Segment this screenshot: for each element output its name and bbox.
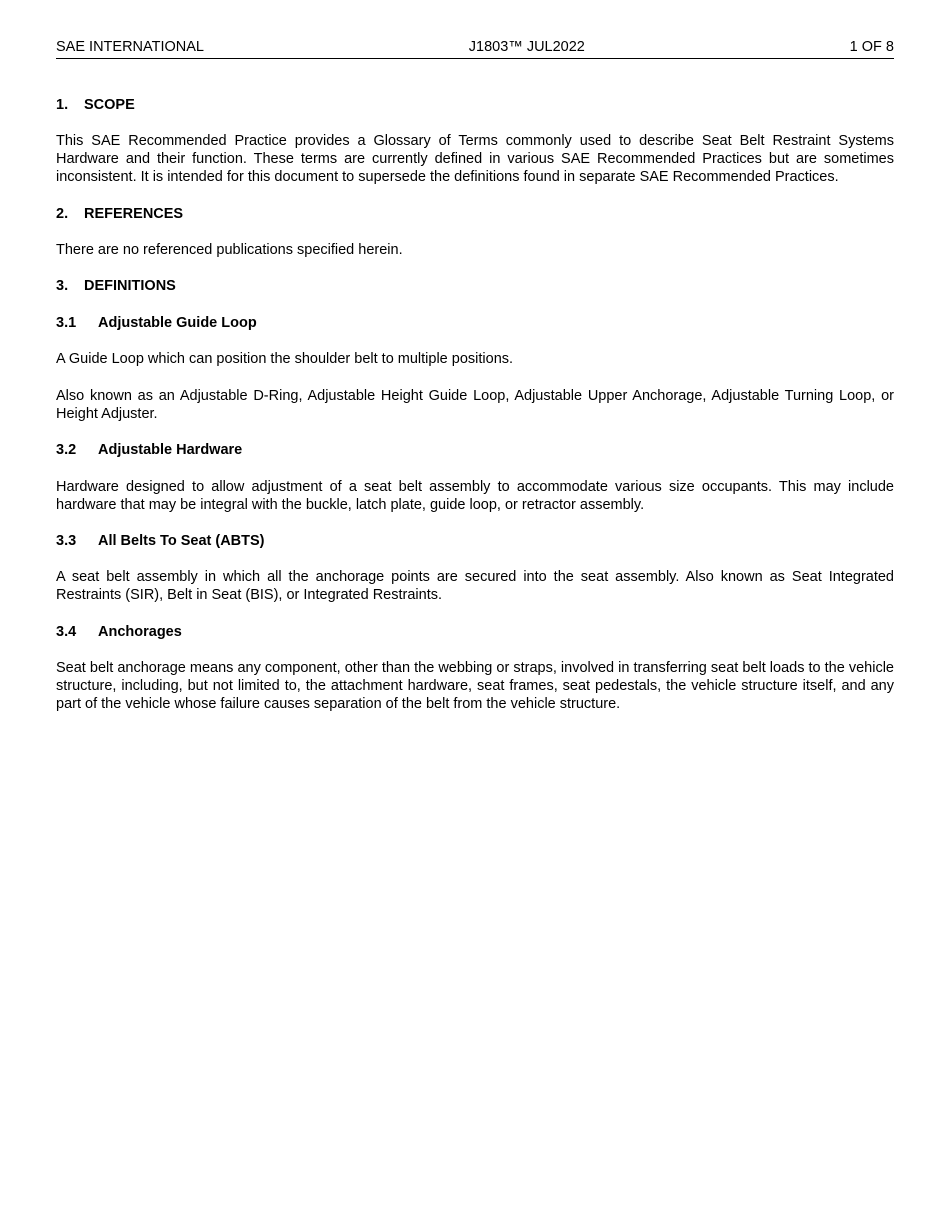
section-heading-references xyxy=(56,205,894,223)
definition-number: 3.4 xyxy=(56,624,77,640)
section-heading-scope xyxy=(56,96,894,114)
definition-heading-anchorages xyxy=(56,623,894,641)
section-title: DEFINITIONS xyxy=(84,278,176,294)
scope-paragraph: This SAE Recommended Practice provides a Glossary of Terms commonly used to describe Seat Belt Restraint Systems Hardware and their function. These terms are currently defined in various SAE Recommended Practices but are sometimes inconsistent. It is intended for this document to supersede the definitions found in separate SAE Recommended Practices. xyxy=(56,133,894,185)
header-page-number: 1 OF 8 xyxy=(849,39,894,55)
running-header xyxy=(56,38,894,59)
definition-paragraph: Also known as an Adjustable D-Ring, Adjustable Height Guide Loop, Adjustable Upper Anchorage, Adjustable Turning Loop, or Height Adjuster. xyxy=(56,388,894,422)
header-document-number: J1803™ JUL2022 xyxy=(468,39,585,55)
section-number: 1. xyxy=(56,97,69,113)
section-heading-definitions xyxy=(56,277,894,295)
definition-heading-all-belts-to-seat xyxy=(56,532,894,550)
references-paragraph: There are no referenced publications specified herein. xyxy=(56,242,403,258)
definition-number: 3.2 xyxy=(56,442,77,458)
definition-title: Adjustable Guide Loop xyxy=(98,315,257,331)
definition-title: Adjustable Hardware xyxy=(98,442,243,458)
definition-title: Anchorages xyxy=(98,624,182,640)
section-title: REFERENCES xyxy=(84,206,184,222)
definition-paragraph: A Guide Loop which can position the shoulder belt to multiple positions. xyxy=(56,351,514,367)
definition-paragraph: Seat belt anchorage means any component, other than the webbing or straps, involved in transferring seat belt loads to the vehicle structure, including, but not limited to, the attachment hardware, seat frames, seat pedestals, the vehicle structure itself, and any part of the vehicle whose failure causes separation of the belt from the vehicle structure. xyxy=(56,660,894,712)
definition-paragraph: A seat belt assembly in which all the anchorage points are secured into the seat assembly. Also known as Seat Integrated Restraints (SIR), Belt in Seat (BIS), or Integrated Restraints. xyxy=(56,569,894,603)
section-number: 2. xyxy=(56,206,69,222)
section-title: SCOPE xyxy=(84,97,135,113)
definition-number: 3.3 xyxy=(56,533,77,549)
definition-title: All Belts To Seat (ABTS) xyxy=(98,533,265,549)
document-page xyxy=(56,38,894,713)
definition-heading-adjustable-guide-loop xyxy=(56,314,894,332)
section-number: 3. xyxy=(56,278,69,294)
definition-paragraph: Hardware designed to allow adjustment of a seat belt assembly to accommodate various size occupants. This may include hardware that may be integral with the buckle, latch plate, guide loop, or retractor assembly. xyxy=(56,479,894,513)
header-publisher: SAE INTERNATIONAL xyxy=(56,39,204,55)
definition-number: 3.1 xyxy=(56,315,77,331)
definition-heading-adjustable-hardware xyxy=(56,441,894,459)
